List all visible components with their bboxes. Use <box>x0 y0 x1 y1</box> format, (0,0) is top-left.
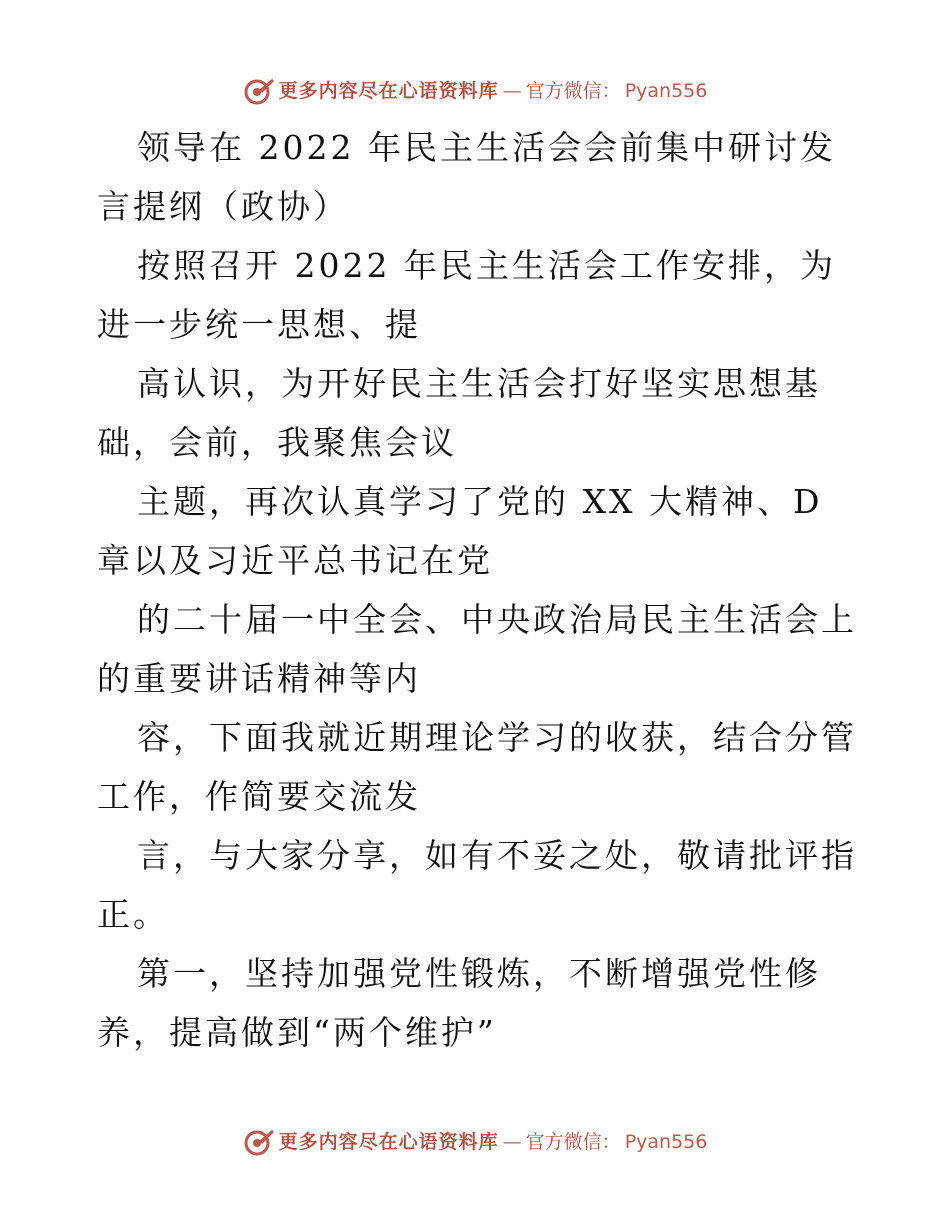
watermark-title: 更多内容尽在心语资料库 <box>278 1131 499 1153</box>
watermark-wechat-label: 官方微信： <box>525 1131 621 1153</box>
watermark-wechat-id: Pyan556 <box>624 80 708 102</box>
paragraph: 按照召开 2022 年民主生活会工作安排，为进一步统一思想、提 <box>97 246 836 344</box>
paragraph: 容，下面我就近期理论学习的收获，结合分管工作，作简要交流发 <box>97 718 857 816</box>
paragraph: 主题，再次认真学习了党的 XX 大精神、D 章以及习近平总书记在党 <box>97 482 823 580</box>
watermark-dash: — <box>502 80 522 102</box>
paragraph: 第一，坚持加强党性锻炼，不断增强党性修养，提高做到“两个维护” <box>97 954 821 1052</box>
paragraph-title: 领导在 2022 年民主生活会会前集中研讨发言提纲（政协） <box>97 128 836 226</box>
document-body <box>97 118 857 1062</box>
pen-nib-circle-icon <box>243 76 275 106</box>
watermark-wechat-id: Pyan556 <box>624 1131 708 1153</box>
paragraph: 高认识，为开好民主生活会打好坚实思想基础，会前，我聚焦会议 <box>97 364 821 462</box>
paragraph: 的二十届一中全会、中央政治局民主生活会上的重要讲话精神等内 <box>97 600 857 698</box>
header-watermark <box>0 76 950 106</box>
pen-nib-circle-icon <box>243 1127 275 1157</box>
footer-watermark <box>0 1127 950 1157</box>
paragraph: 言，与大家分享，如有不妥之处，敬请批评指正。 <box>97 836 857 934</box>
watermark-dash: — <box>502 1131 522 1153</box>
watermark-title: 更多内容尽在心语资料库 <box>278 80 499 102</box>
watermark-wechat-label: 官方微信： <box>525 80 621 102</box>
